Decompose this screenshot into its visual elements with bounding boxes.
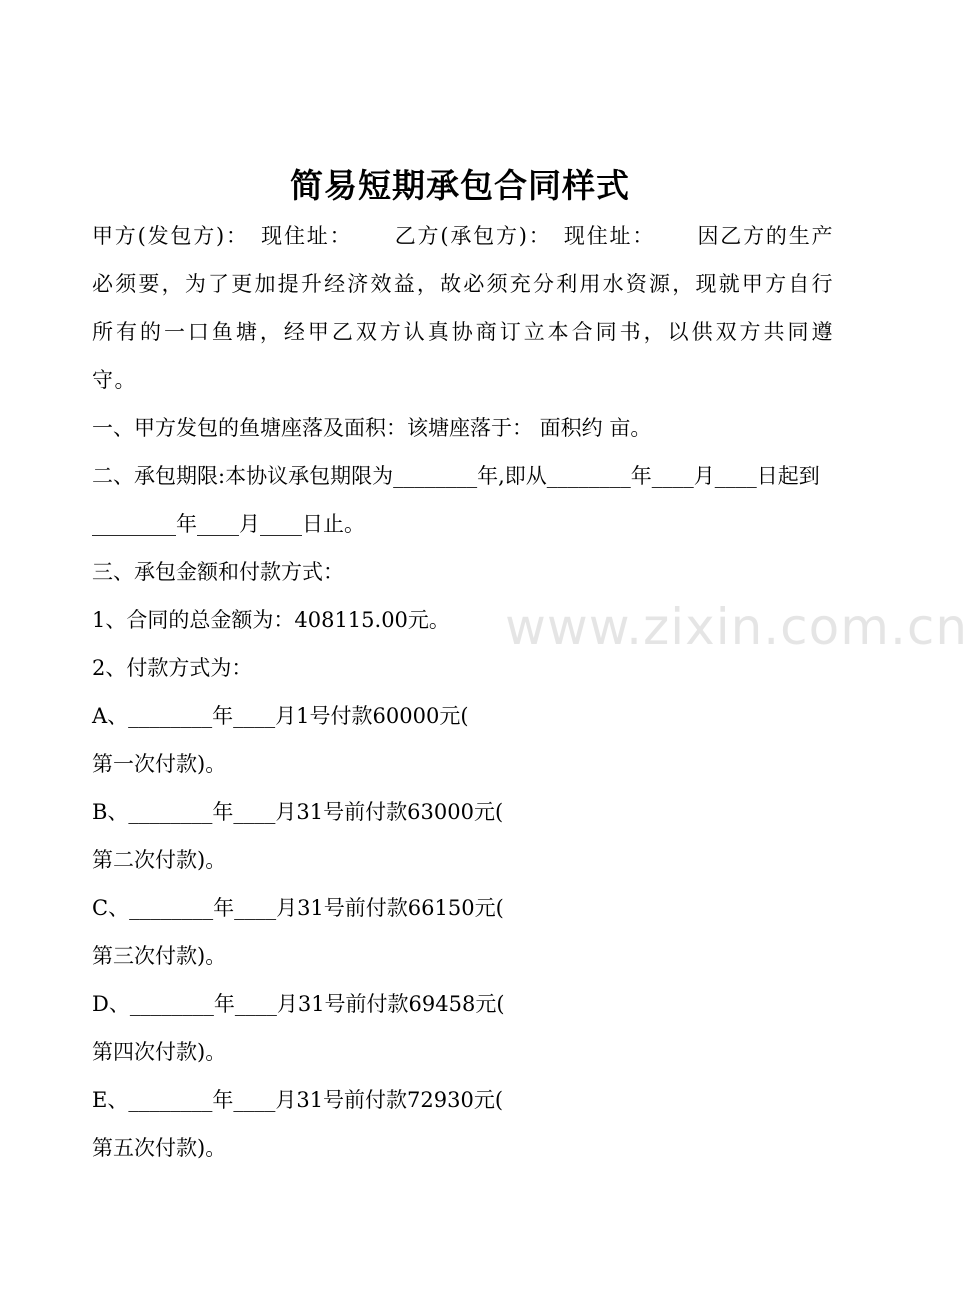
clause-3-heading: 三、承包金额和付款方式： bbox=[92, 560, 344, 584]
watermark: www.zixin.com.cn bbox=[505, 598, 968, 656]
payment-c-line: C、________年____月31号前付款66150元( bbox=[92, 896, 504, 920]
clause-2-term: 二、承包期限:本协议承包期限为________年,即从________年____月____日起到________年____月____日止。 bbox=[92, 464, 820, 536]
payment-a-line: A、________年____月1号付款60000元( bbox=[92, 704, 469, 728]
clause-3-total-amount: 1、合同的总金额为：408115.00元。 bbox=[92, 608, 450, 632]
intro-body-text: 因乙方的生产必须要，为了更加提升经济效益，故必须充分利用水资源，现就甲方自行所有的一口鱼塘，经甲乙双方认真协商订立本合同书，以供双方共同遵守。 bbox=[92, 224, 835, 392]
clause-1-location: 一、甲方发包的鱼塘座落及面积：该塘座落于： 面积约 亩。 bbox=[92, 416, 652, 440]
payment-c-note: 第三次付款)。 bbox=[92, 944, 227, 968]
party-b-address-label: 现住址： bbox=[563, 224, 656, 248]
document-title: 简易短期承包合同样式 bbox=[290, 166, 630, 205]
document-body bbox=[92, 212, 834, 1172]
party-a-address-label: 现住址： bbox=[260, 224, 353, 248]
payment-b-line: B、________年____月31号前付款63000元( bbox=[92, 800, 504, 824]
clause-3-payment-method: 2、付款方式为： bbox=[92, 656, 253, 680]
payment-e-note: 第五次付款)。 bbox=[92, 1136, 227, 1160]
payment-b-note: 第二次付款)。 bbox=[92, 848, 227, 872]
party-a-label: 甲方(发包方)： bbox=[92, 224, 249, 248]
payment-d-note: 第四次付款)。 bbox=[92, 1040, 227, 1064]
payment-d-line: D、________年____月31号前付款69458元( bbox=[92, 992, 505, 1016]
payment-e-line: E、________年____月31号前付款72930元( bbox=[92, 1088, 504, 1112]
party-b-label: 乙方(承包方)： bbox=[394, 224, 552, 248]
intro-paragraph bbox=[92, 212, 834, 404]
payment-a-note: 第一次付款)。 bbox=[92, 752, 227, 776]
